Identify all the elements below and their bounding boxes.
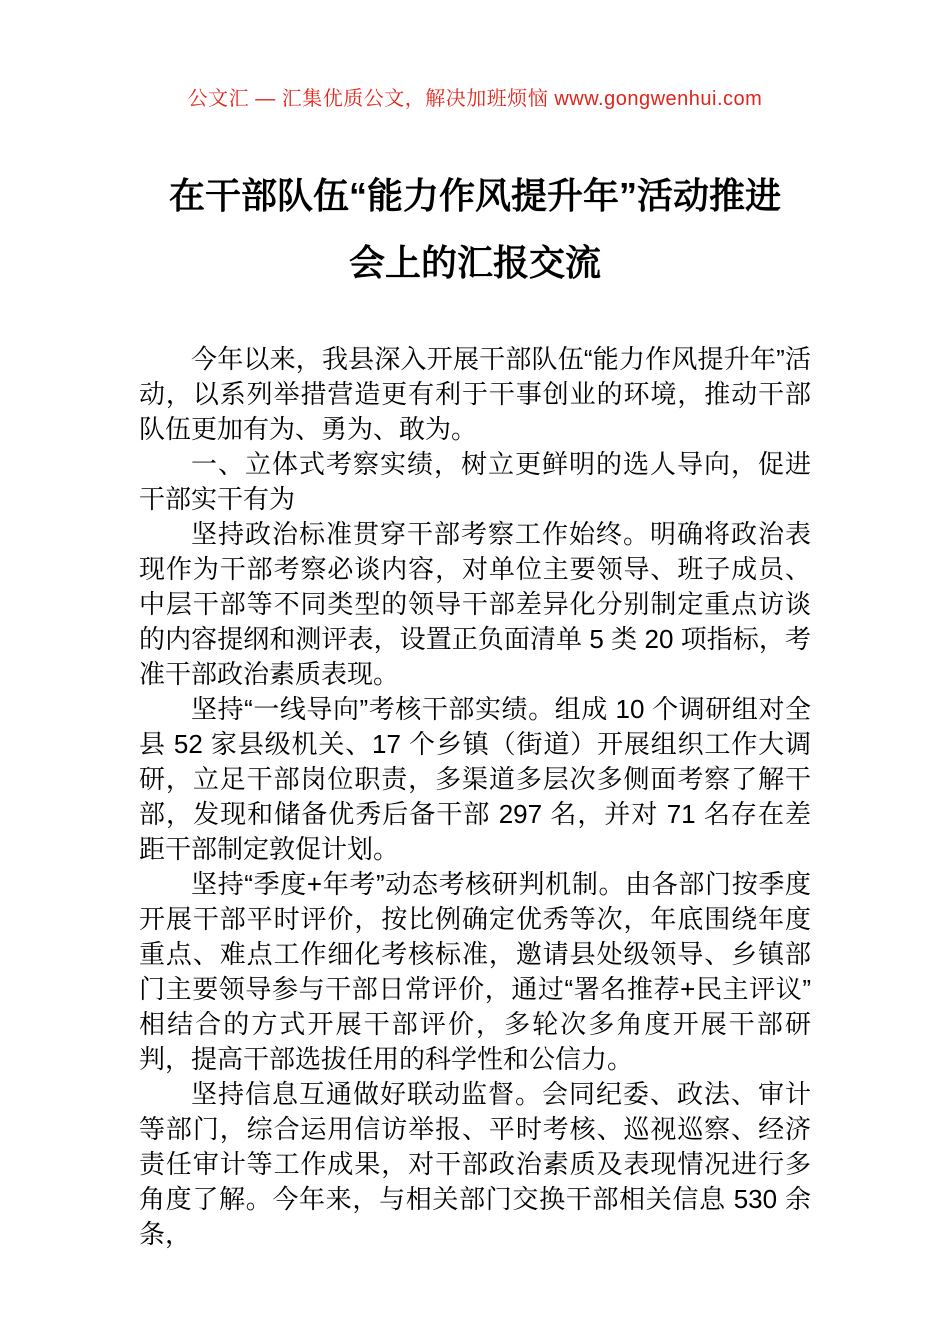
- document-title-line-2: 会上的汇报交流: [348, 242, 601, 283]
- paragraph-intro: 今年以来，我县深入开展干部队伍“能力作风提升年”活动，以系列举措营造更有利于干事创业的环境，推动干部队伍更加有为、勇为、敢为。: [139, 344, 811, 444]
- paragraph-political-standard: 坚持政治标准贯穿干部考察工作始终。明确将政治表现作为干部考察必谈内容，对单位主要领导、班子成员、中层干部等不同类型的领导干部差异化分别制定重点访谈的内容提纲和测评表，设置正负面清单 5 类 20 项指标，考准干部政治素质表现。: [139, 519, 811, 689]
- paragraph-frontline-orientation: 坚持“一线导向”考核干部实绩。组成 10 个调研组对全县 52 家县级机关、17 个乡镇（街道）开展组织工作大调研，立足干部岗位职责，多渠道多层次多侧面考察了解干部，发现和储备优秀后备干部 297 名，并对 71 名存在差距干部制定敦促计划。: [139, 694, 811, 864]
- section-heading-1: 一、立体式考察实绩，树立更鲜明的选人导向，促进干部实干有为: [139, 449, 811, 514]
- paragraph-quarterly-assessment: 坚持“季度+年考”动态考核研判机制。由各部门按季度开展干部平时评价，按比例确定优秀等次，年底围绕年度重点、难点工作细化考核标准，邀请县处级领导、乡镇部门主要领导参与干部日常评价，通过“署名推荐+民主评议”相结合的方式开展干部评价，多轮次多角度开展干部研判，提高干部选拔任用的科学性和公信力。: [139, 869, 811, 1074]
- paragraph-information-sharing: 坚持信息互通做好联动监督。会同纪委、政法、审计等部门，综合运用信访举报、平时考核、巡视巡察、经济责任审计等工作成果，对干部政治素质及表现情况进行多角度了解。今年来，与相关部门交换干部相关信息 530 余条，: [139, 1079, 811, 1249]
- document-body: [139, 342, 811, 1252]
- document-title: [0, 162, 950, 296]
- site-header-text: 公文汇 — 汇集优质公文，解决加班烦恼 www.gongwenhui.com: [187, 88, 763, 110]
- site-header: [0, 0, 950, 112]
- document-title-line-1: 在干部队伍“能力作风提升年”活动推进: [168, 175, 781, 216]
